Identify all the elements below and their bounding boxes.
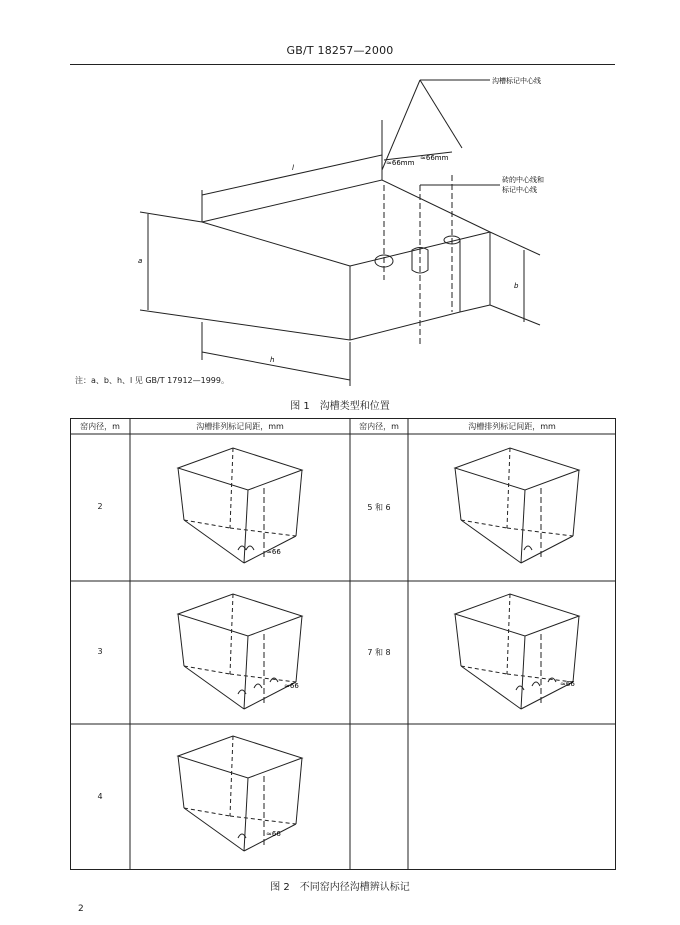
row2-left-diameter: 3 <box>97 647 103 656</box>
figure-1-caption: 图 1 沟槽类型和位置 <box>290 401 390 412</box>
dim-66-row2-right: ≈66 <box>560 680 575 688</box>
dim-l-label: l <box>292 164 294 172</box>
groove-centerline-label: 沟槽标记中心线 <box>492 77 541 85</box>
figure-1-note: 注：a、b、h、l 见 GB/T 17912—1999。 <box>75 376 229 385</box>
dim-right-label: ≈66mm <box>420 154 449 162</box>
table-header-diameter-right: 窑内径，m <box>359 422 399 431</box>
dim-a-label: a <box>138 257 143 265</box>
brick-centerline-label-2: 标记中心线 <box>502 186 537 194</box>
dim-left-label: ≈66mm <box>386 159 415 167</box>
table-header-spacing-left: 沟槽排列标记间距，mm <box>196 422 284 431</box>
dim-66-row2: ≈66 <box>284 682 299 690</box>
page-number: 2 <box>78 904 84 914</box>
table-header-spacing-right: 沟槽排列标记间距，mm <box>468 422 556 431</box>
page-header: GB/T 18257—2000 <box>286 44 394 57</box>
row3-left-diameter: 4 <box>97 792 103 801</box>
row2-right-diameter: 7 和 8 <box>367 648 391 657</box>
row1-right-diameter: 5 和 6 <box>367 503 391 512</box>
brick-centerline-label-1: 砖的中心线和 <box>502 176 544 184</box>
dim-66-row1: ≈66 <box>266 548 281 556</box>
dim-b-label: b <box>514 282 519 290</box>
dim-66-row3: ≈66 <box>266 830 281 838</box>
dim-h-label: h <box>270 356 275 364</box>
table-header-diameter-left: 窑内径，m <box>80 422 120 431</box>
row1-left-diameter: 2 <box>97 502 103 511</box>
figure-2-table <box>70 418 616 870</box>
figure-2-caption: 图 2 不同窑内径沟槽辨认标记 <box>270 882 410 893</box>
figure-1-drawing <box>0 0 680 400</box>
